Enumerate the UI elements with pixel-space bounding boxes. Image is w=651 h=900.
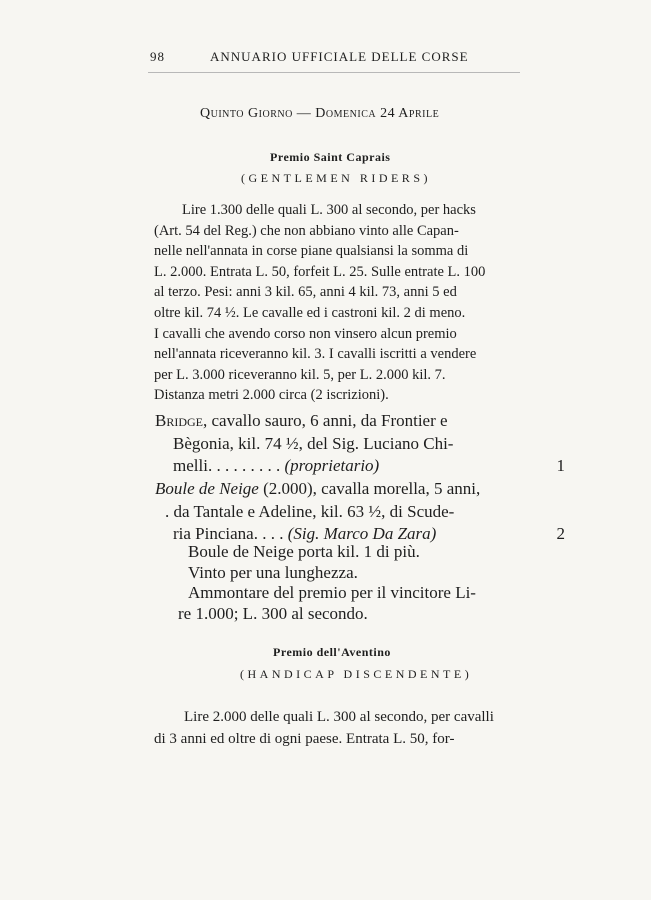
race-note: Vinto per una lunghezza. bbox=[188, 562, 358, 582]
horse-name: Bridge bbox=[155, 411, 204, 430]
race1-subtitle: (GENTLEMEN RIDERS) bbox=[241, 171, 431, 185]
result-text: ria Pinciana. . . . bbox=[173, 524, 288, 544]
race1-conditions-line: (Art. 54 del Reg.) che non abbiano vinto alle Capan- bbox=[154, 222, 459, 239]
race1-result-1 bbox=[155, 410, 565, 478]
race2-subtitle: (HANDICAP DISCENDENTE) bbox=[240, 667, 473, 681]
race-note: Boule de Neige porta kil. 1 di più. bbox=[188, 542, 420, 561]
result-text: , cavallo sauro, 6 anni, da Frontier e bbox=[203, 411, 448, 430]
placing-number: 1 bbox=[556, 456, 565, 476]
race1-conditions-line: nelle nell'annata in corse piane qualsiansi la somma di bbox=[154, 243, 469, 260]
result-text: melli. . . . . . . . . bbox=[173, 456, 285, 476]
race-note: Ammontare del premio per il vincitore Li- bbox=[188, 583, 476, 602]
race2-title: Premio dell'Aventino bbox=[273, 645, 391, 659]
race2-conditions bbox=[154, 706, 554, 750]
race1-conditions-line: I cavalli che avendo corso non vinsero alcun premio bbox=[154, 325, 457, 342]
race1-conditions-line: nell'annata riceveranno kil. 3. I cavalli iscritti a vendere bbox=[154, 346, 477, 363]
running-title: ANNUARIO UFFICIALE DELLE CORSE bbox=[210, 49, 469, 64]
running-header bbox=[150, 49, 469, 65]
race1-conditions-line: oltre kil. 74 ½. Le cavalle ed i castroni kil. 2 di meno. bbox=[154, 304, 466, 321]
race2-conditions-line: Lire 2.000 delle quali L. 300 al secondo, per cavalli bbox=[184, 709, 494, 725]
header-rule bbox=[148, 72, 520, 73]
horse-name: Boule de Neige bbox=[155, 479, 259, 498]
race-note: re 1.000; L. 300 al secondo. bbox=[178, 603, 368, 623]
result-text: (2.000), cavalla morella, 5 anni, bbox=[258, 479, 481, 498]
owner-note: (proprietario) bbox=[284, 456, 380, 476]
rider-note: (Sig. Marco Da Zara) bbox=[287, 524, 437, 544]
race1-conditions-line: Distanza metri 2.000 circa (2 iscrizioni). bbox=[154, 387, 389, 404]
result-text: . da Tantale e Adeline, kil. 63 ½, di Scude- bbox=[165, 501, 455, 521]
race1-conditions-line: al terzo. Pesi: anni 3 kil. 65, anni 4 kil. 73, anni 5 ed bbox=[154, 284, 457, 301]
day-heading: Quinto Giorno — Domenica 24 Aprile bbox=[200, 106, 440, 121]
race2-conditions-line: di 3 anni ed oltre di ogni paese. Entrata L. 50, for- bbox=[154, 731, 455, 747]
race1-conditions-line: L. 2.000. Entrata L. 50, forfeit L. 25. Sulle entrate L. 100 bbox=[154, 263, 486, 280]
race1-conditions-line: Lire 1.300 delle quali L. 300 al secondo, per hacks bbox=[182, 202, 476, 218]
race1-title: Premio Saint Caprais bbox=[270, 150, 391, 164]
race1-result-2 bbox=[155, 478, 565, 546]
race1-conditions bbox=[154, 200, 554, 406]
page-number: 98 bbox=[150, 49, 165, 64]
placing-number: 2 bbox=[556, 524, 565, 544]
race1-conditions-line: per L. 3.000 riceveranno kil. 5, per L. 2.000 kil. 7. bbox=[154, 366, 446, 383]
result-text: Bègonia, kil. 74 ½, del Sig. Luciano Chi- bbox=[173, 433, 454, 453]
race1-notes bbox=[178, 542, 568, 624]
